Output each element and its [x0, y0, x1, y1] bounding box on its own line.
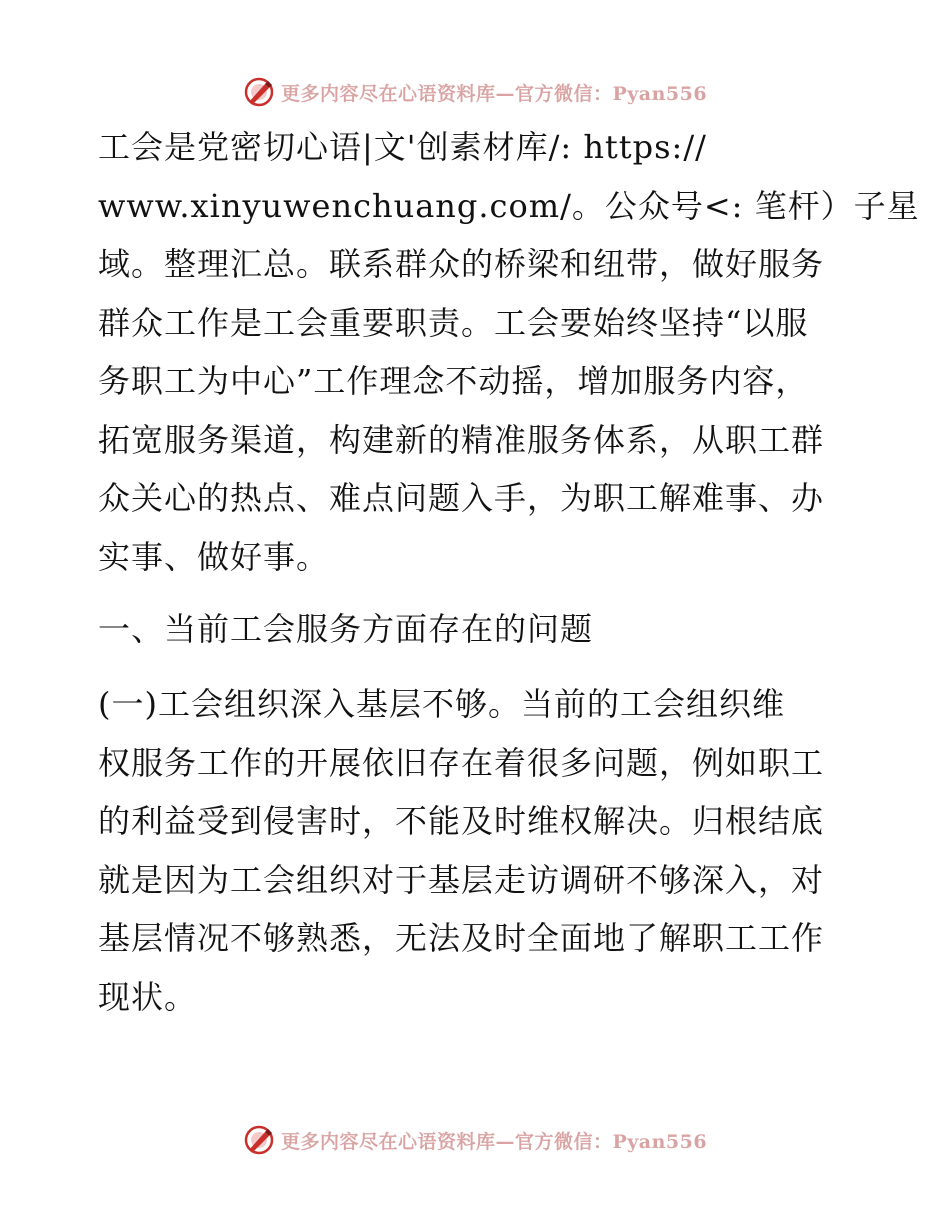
text-line: 群众工作是工会重要职责。工会要始终坚持“以服 [98, 303, 809, 342]
text-line: www.xinyuwenchuang.com/。公众号<: 笔杆）子星 [98, 186, 920, 225]
text-line: 拓宽服务渠道，构建新的精准服务体系，从职工群 [98, 420, 825, 459]
text-line: 众关心的热点、难点问题入手，为职工解难事、办 [98, 479, 825, 517]
pen-logo-icon [243, 1124, 275, 1156]
text-line: (一)工会组织深入基层不够。当前的工会组织维 [98, 685, 785, 723]
text-line: 的利益受到侵害时，不能及时维权解决。归根结底 [98, 802, 825, 840]
watermark-text: 更多内容尽在心语资料库—官方微信：Pyan556 [280, 1130, 708, 1153]
text-line: 就是因为工会组织对于基层走访调研不够深入，对 [98, 860, 825, 899]
text-line: 基层情况不够熟悉，无法及时全面地了解职工工作 [98, 919, 825, 957]
text-line: 域。整理汇总。联系群众的桥梁和纽带，做好服务 [98, 245, 825, 283]
text-line: 实事、做好事。 [98, 537, 330, 576]
paragraph-intro [98, 118, 920, 586]
text-line: 权服务工作的开展依旧存在着很多问题，例如职工 [98, 743, 825, 782]
text-line: 工会是党密切心语|文'创素材库/: https:// [98, 128, 707, 166]
header-watermark-banner [0, 72, 950, 112]
pen-logo-icon [243, 76, 275, 108]
footer-watermark-banner [0, 1120, 950, 1160]
section-heading: 一、当前工会服务方面存在的问题 [98, 610, 594, 648]
text-line: 现状。 [98, 977, 198, 1016]
paragraph-section-one [98, 675, 848, 1026]
watermark-text: 更多内容尽在心语资料库—官方微信：Pyan556 [280, 82, 708, 105]
text-line: 务职工为中心”工作理念不动摇，增加服务内容， [98, 362, 809, 400]
